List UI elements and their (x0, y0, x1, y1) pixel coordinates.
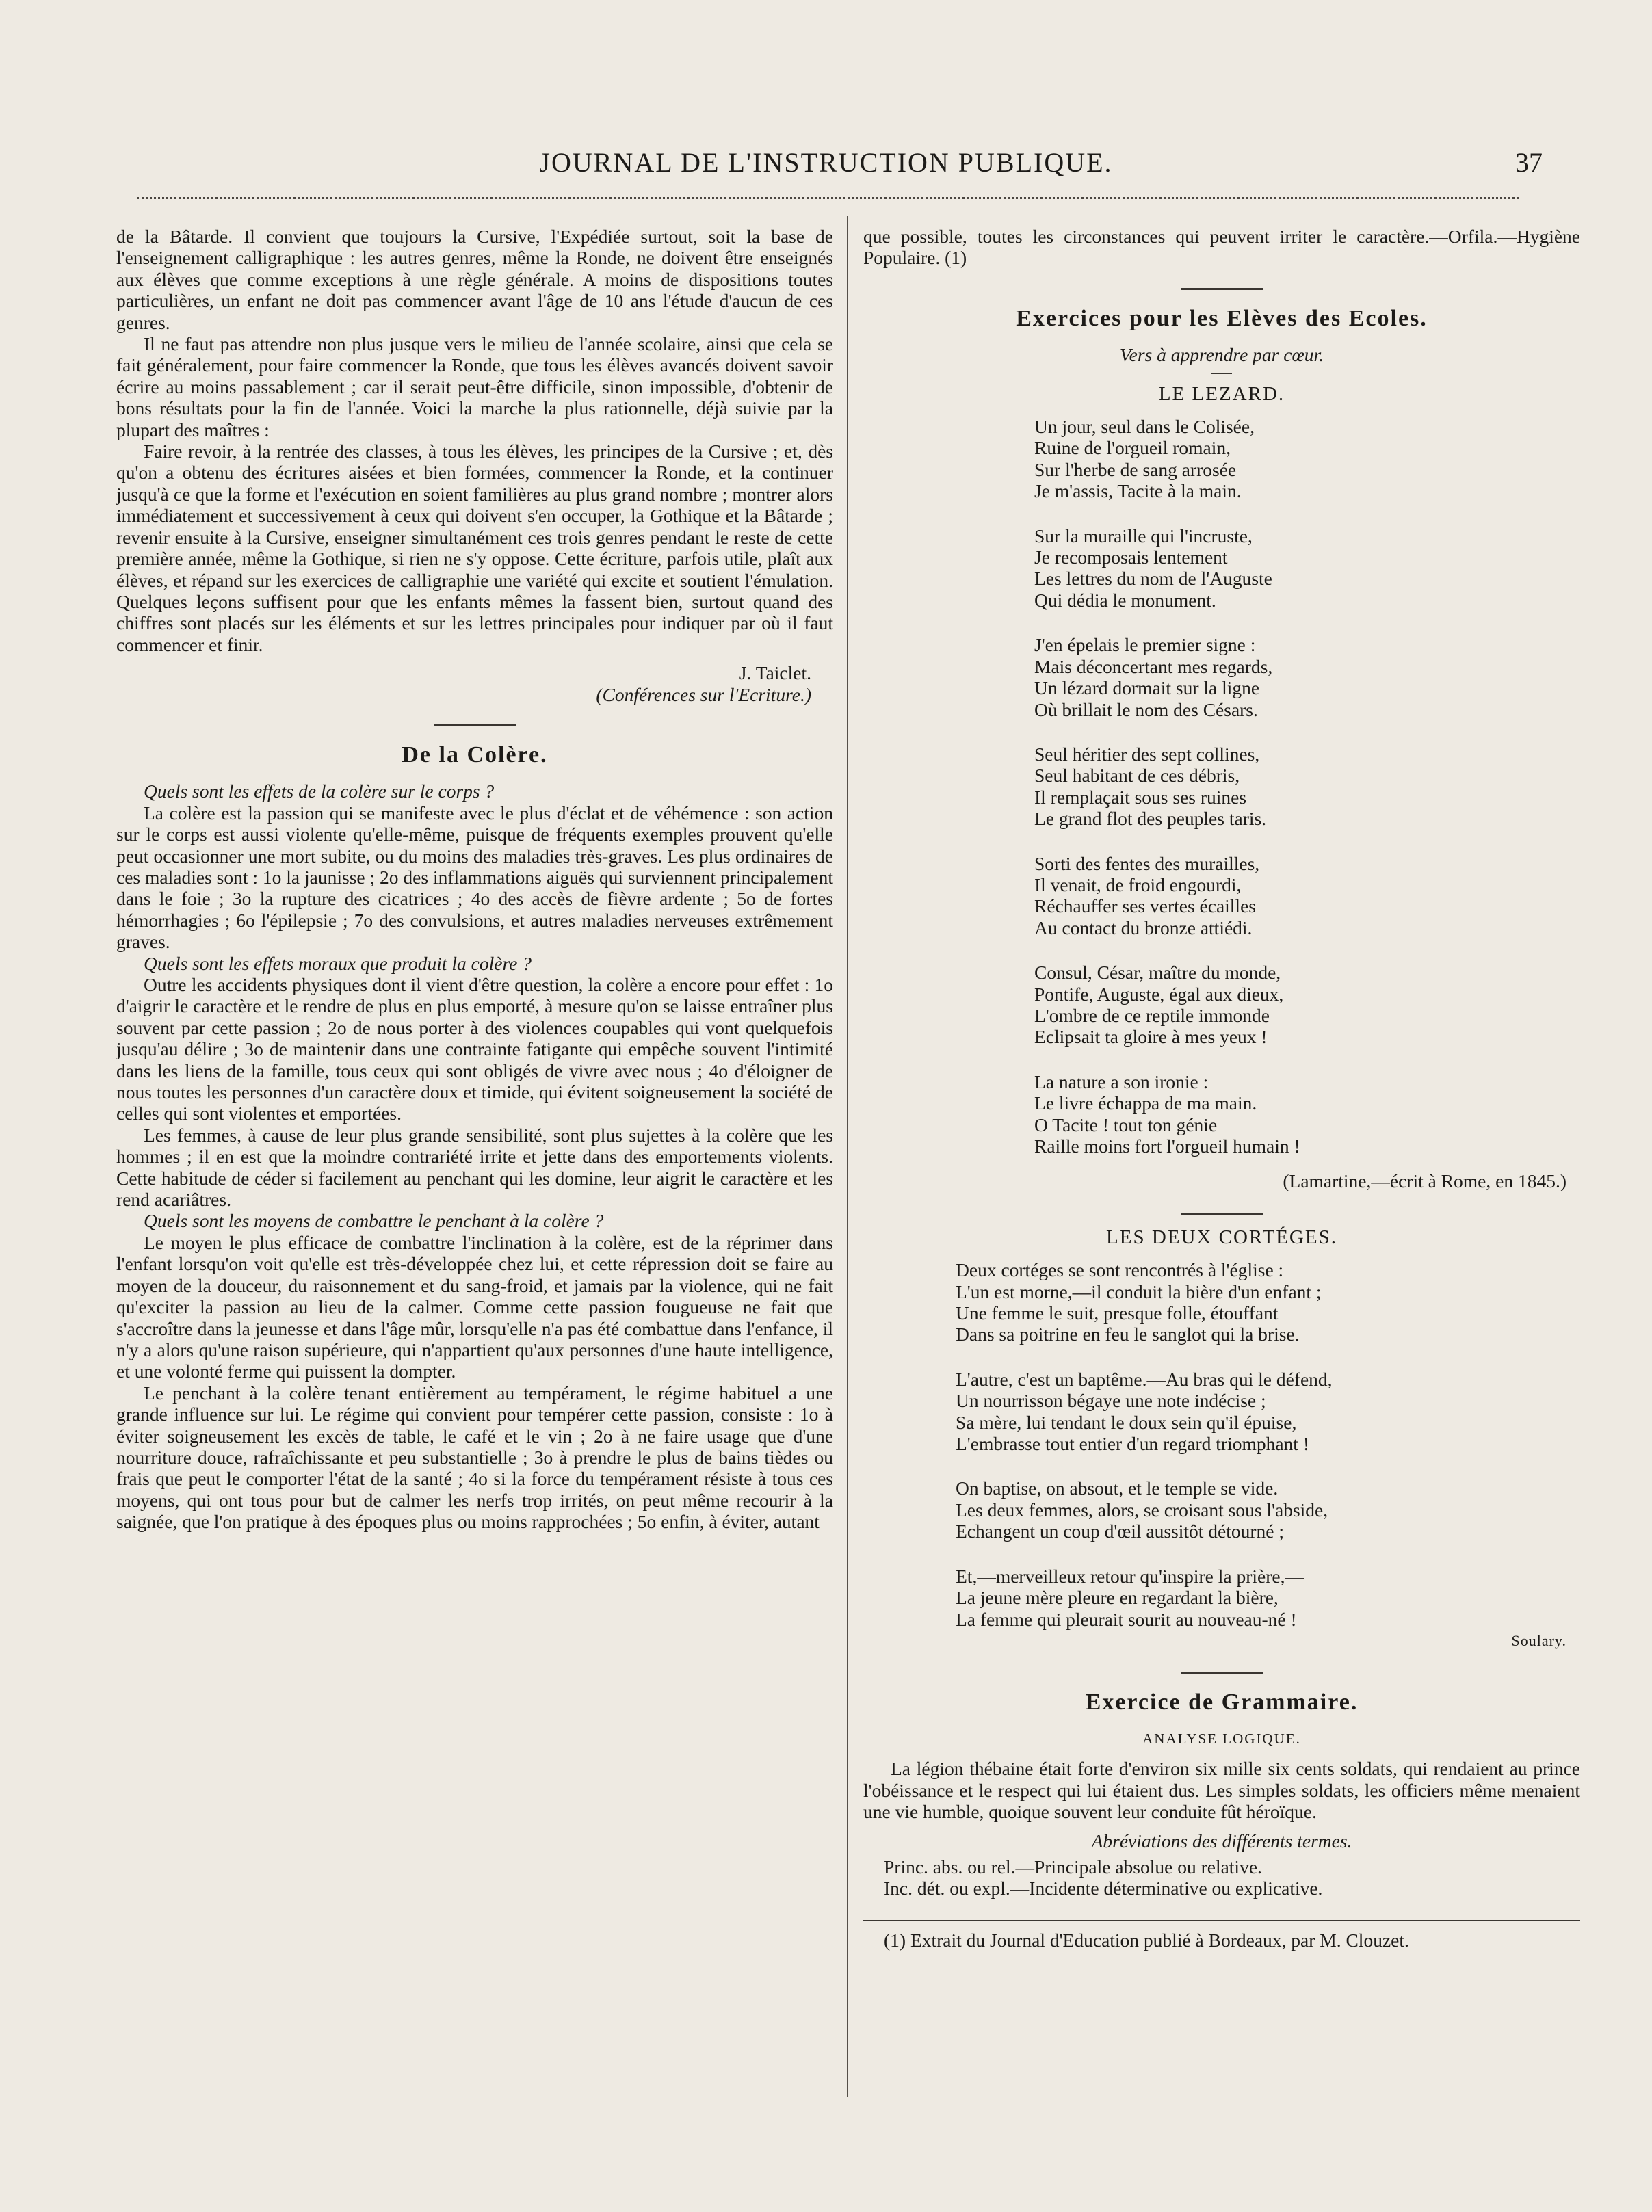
section-divider (434, 724, 516, 726)
stanza (1034, 743, 1580, 830)
verse-line: L'autre, c'est un baptême.—Au bras qui le défend, (956, 1368, 1333, 1390)
answer-3-continued: Le penchant à la colère tenant entièrement au tempérament, le régime habituel a une grande influence sur lui. Le régime qui convient pour tempérer cette passion, consiste : 1o à éviter soigneusement les excès de table, le café et le vin ; 2o à ne faire usage que d'une nourriture douce, rafraîchissante et peu substantielle ; 3o à prendre le plus de bains tièdes ou frais que peut le comporter l'état de la santé ; 4o si la force du tempérament résiste à tous ces moyens, qui ont tous pour but de calmer les nerfs trop irrités, on peut même recourir à la saignée, que l'on pratique à des époques plus ou moins rapprochées ; 5o enfin, à éviter, autant (116, 1382, 833, 1533)
verse-line: Consul, César, maître du monde, (1034, 962, 1281, 984)
stanza (1034, 634, 1580, 720)
stanza (956, 1259, 1580, 1345)
verse-line: Il remplaçait sous ses ruines (1034, 786, 1247, 808)
verse-line: La femme qui pleurait sourit au nouveau-né ! (956, 1608, 1297, 1630)
verse-line: J'en épelais le premier signe : (1034, 634, 1256, 656)
question-1: Quels sont les effets de la colère sur le corps ? (144, 780, 495, 802)
answer-1: La colère est la passion qui se manifeste avec le plus d'éclat et de véhémence : son action sur le corps est aussi violente qu'elle-même, puisque de fréquents exemples prouvent qu'elle peut occasionner une mort subite, ou du moins des maladies très-graves. Les plus ordinaires de ces maladies sont : 1o la jaunisse ; 2o des inflammations aiguës qui surviennent principalement dans le foie ; 3o la rupture des cicatrices ; 4o des accès de fièvre ardente ; 5o de fortes hémorrhagies ; 6o l'épilepsie ; 7o des convulsions, et autres maladies nerveuses extrêmement graves. (116, 802, 833, 953)
verse-line: Sa mère, lui tendant le doux sein qu'il épuise, (956, 1411, 1297, 1433)
stanza (1034, 1071, 1580, 1157)
verse-line: Et,—merveilleux retour qu'inspire la prière,— (956, 1565, 1304, 1587)
stanza (1034, 962, 1580, 1048)
verse-line: Il venait, de froid engourdi, (1034, 873, 1242, 895)
verse-line: Je m'assis, Tacite à la main. (1034, 480, 1242, 502)
verse-line: Qui dédia le monument. (1034, 589, 1216, 611)
verse-line: Réchauffer ses vertes écailles (1034, 895, 1256, 917)
footnote: (1) Extrait du Journal d'Education publié à Bordeaux, par M. Clouzet. (884, 1929, 1409, 1951)
section-divider (1181, 1672, 1263, 1674)
verse-line: Un lézard dormait sur la ligne (1034, 677, 1260, 699)
stanza (956, 1369, 1580, 1455)
verse-line: Pontife, Auguste, égal aux dieux, (1034, 983, 1284, 1005)
grammar-text: La légion thébaine était forte d'environ six mille six cents soldats, qui rendaient au prince l'obéissance et le respect qui lui étaient dus. Les simples soldats, les officiers même menaient une vie humble, quoique souvent leur conduite fût héroïque. (863, 1758, 1580, 1822)
left-column (116, 226, 833, 1533)
verse-line: Echangent un coup d'œil aussitôt détourné ; (956, 1520, 1284, 1542)
answer-2: Outre les accidents physiques dont il vient d'être question, la colère a encore pour effet : 1o d'aigrir le caractère et le rendre de plus en plus emporté, à mesure qu'on se laisse entraîner plus souvent par cette passion ; 2o de nous porter à des violences coupables qui vont quelquefois jusqu'au délire ; 3o de maintenir dans une contrainte fatigante qui empêche souvent l'intimité dans les liens de la famille, tous ceux qui sont obligés de vivre avec nous ; 4o d'éloigner de nous toutes les personnes d'un caractère doux et timide, qui évitent soigneusement la société de celles qui sont violentes et emportées. (116, 974, 833, 1124)
poem-lezard-attribution: (Lamartine,—écrit à Rome, en 1845.) (1283, 1170, 1566, 1192)
verse-line: L'embrasse tout entier d'un regard triomphant ! (956, 1433, 1309, 1455)
verse-line: Sorti des fentes des murailles, (1034, 852, 1260, 874)
verse-line: Seul héritier des sept collines, (1034, 743, 1260, 765)
stanza (1034, 525, 1580, 611)
verse-line: Dans sa poitrine en feu le sanglot qui la brise. (956, 1324, 1300, 1345)
poem-corteges-attribution: Soulary. (1511, 1631, 1566, 1649)
verse-line: La nature a son ironie : (1034, 1070, 1209, 1092)
abbreviation-2: Inc. dét. ou expl.—Incidente déterminative ou explicative. (884, 1878, 1323, 1899)
answer-3: Le moyen le plus efficace de combattre l'inclination à la colère, est de la réprimer dans l'enfant lorsqu'on voit qu'elle est très-développée chez lui, et cette répression doit se faire au moyen de la douceur, du raisonnement et du sang-froid, et jamais par la violence, qui ne fait qu'exciter la passion au lieu de la calmer. Comme cette passion fougueuse ne fait que s'accroître dans la jeunesse et dans l'âge mûr, lorsqu'elle n'a pas été combattue dans l'enfance, il n'y a alors qu'une raison supérieure, qui n'appartient qu'aux personnes d'une haute intelligence, et une volonté ferme qui puissent la dompter. (116, 1231, 833, 1382)
calligraphy-paragraph-2: Il ne faut pas attendre non plus jusque vers le milieu de l'année scolaire, ainsi que cela se fait généralement, pour faire commencer la Ronde, que tous les élèves avancés doivent savoir écrire au moins passablement ; car il serait peut-être difficile, sinon impossible, d'obtenir de bons résultats pour la fin de l'année. Voici la marche la plus rationnelle, déjà suivie par la plupart des maîtres : (116, 333, 833, 440)
calligraphy-paragraph-1: de la Bâtarde. Il convient que toujours la Cursive, l'Expédiée surtout, soit la base de l'enseignement calligraphique : les autres genres, même la Ronde, ne doivent être enseignés aux élèves que comme exceptions à une règle générale. A moins de dispositions toutes particulières, un enfant ne doit pas commencer avant l'âge de 10 ans l'étude d'aucun de ces genres. (116, 226, 833, 333)
verse-line: Une femme le suit, presque folle, étouffant (956, 1302, 1279, 1324)
grammar-subtitle: ANALYSE LOGIQUE. (1142, 1730, 1301, 1747)
verse-line: Le livre échappa de ma main. (1034, 1092, 1257, 1114)
stanza (1034, 416, 1580, 502)
grammar-title: Exercice de Grammaire. (1085, 1689, 1359, 1715)
stanza (956, 1477, 1580, 1542)
question-2: Quels sont les effets moraux que produit la colère ? (144, 952, 532, 974)
verse-line: La jeune mère pleure en regardant la bière, (956, 1587, 1279, 1609)
right-column (863, 226, 1580, 1951)
verse-line: Je recomposais lentement (1034, 547, 1228, 568)
verse-line: Seul habitant de ces débris, (1034, 765, 1240, 787)
verse-line: Mais déconcertant mes regards, (1034, 655, 1273, 677)
calligraphy-paragraph-3: Faire revoir, à la rentrée des classes, à tous les élèves, les principes de la Cursive ; et, dès qu'on a obtenu des écritures aisées et bien formées, commencer la Ronde, et la continuer jusqu'à ce que la forme et l'exécution en soient familières au plus grand nombre ; montrer alors immédiatement et successivement à ceux qui doivent s'en occuper, la Gothique et la Bâtarde ; revenir ensuite à la Cursive, enseigner simultanément ces trois genres pendant le reste de cette première année, même la Gothique, si rien ne s'y oppose. Cette écriture, parfois utile, plaît aux élèves, et répand sur les exercices de calligraphie une variété qui excite et soutient l'émulation. Quelques leçons suffisent pour que les enfants mêmes la fassent bien, surtout quand des chiffres sont placés sur les éléments et sur les lettres principales pour indiquer par où il faut commencer et finir. (116, 440, 833, 655)
journal-title: JOURNAL DE L'INSTRUCTION PUBLIQUE. (539, 147, 1113, 178)
verse-line: Deux cortéges se sont rencontrés à l'église : (956, 1259, 1284, 1281)
verse-line: On baptise, on absout, et le temple se vide. (956, 1477, 1279, 1499)
verse-line: Les lettres du nom de l'Auguste (1034, 568, 1272, 590)
verse-line: Un nourrisson bégaye une note indécise ; (956, 1390, 1266, 1412)
author-signature: J. Taiclet. (739, 662, 811, 684)
section-divider (1181, 1213, 1263, 1215)
page-number: 37 (1515, 147, 1543, 178)
poem-corteges (863, 1259, 1580, 1630)
page-header (109, 146, 1543, 194)
section-divider (1181, 288, 1263, 290)
abbreviation-1: Princ. abs. ou rel.—Principale absolue ou relative. (884, 1856, 1262, 1878)
exercises-subtitle: Vers à apprendre par cœur. (1119, 344, 1324, 366)
poem-lezard-title: LE LEZARD. (1158, 382, 1285, 405)
colere-title: De la Colère. (402, 741, 548, 767)
column-separator (847, 216, 848, 2097)
verse-line: Les deux femmes, alors, se croisant sous l'abside, (956, 1499, 1328, 1520)
small-divider (1211, 373, 1232, 374)
answer-2-continued: Les femmes, à cause de leur plus grande sensibilité, sont plus sujettes à la colère que les hommes ; il en est que la moindre contrariété irrite et jette dans des emportements violents. Cette habitude de céder si facilement au penchant qui les domine, leur aigrit le caractère et les rend acariâtres. (116, 1124, 833, 1211)
verse-line: L'un est morne,—il conduit la bière d'un enfant ; (956, 1280, 1322, 1302)
abbreviations-title: Abréviations des différents termes. (1091, 1830, 1352, 1852)
verse-line: Raille moins fort l'orgueil humain ! (1034, 1135, 1300, 1157)
exercises-title: Exercices pour les Elèves des Ecoles. (1016, 305, 1428, 331)
poem-lezard (863, 416, 1580, 1157)
verse-line: L'ombre de ce reptile immonde (1034, 1004, 1270, 1026)
question-3: Quels sont les moyens de combattre le penchant à la colère ? (144, 1210, 604, 1232)
verse-line: Sur la muraille qui l'incruste, (1034, 525, 1253, 547)
header-rule (137, 197, 1519, 199)
verse-line: Où brillait le nom des Césars. (1034, 698, 1258, 720)
verse-line: Eclipsait ta gloire à mes yeux ! (1034, 1026, 1268, 1048)
poem-corteges-title: LES DEUX CORTÉGES. (1106, 1226, 1337, 1248)
verse-line: Un jour, seul dans le Colisée, (1034, 416, 1255, 438)
stanza (1034, 853, 1580, 939)
verse-line: Ruine de l'orgueil romain, (1034, 437, 1231, 459)
stanza (956, 1566, 1580, 1630)
verse-line: O Tacite ! tout ton génie (1034, 1114, 1218, 1135)
verse-line: Sur l'herbe de sang arrosée (1034, 458, 1237, 480)
verse-line: Au contact du bronze attiédi. (1034, 917, 1253, 938)
footnote-rule (863, 1920, 1580, 1921)
article-source: (Conférences sur l'Ecriture.) (596, 683, 811, 705)
verse-line: Le grand flot des peuples taris. (1034, 808, 1267, 830)
continued-text: que possible, toutes les circonstances qui peuvent irriter le caractère.—Orfila.—Hygiène Populaire. (1) (863, 226, 1580, 269)
